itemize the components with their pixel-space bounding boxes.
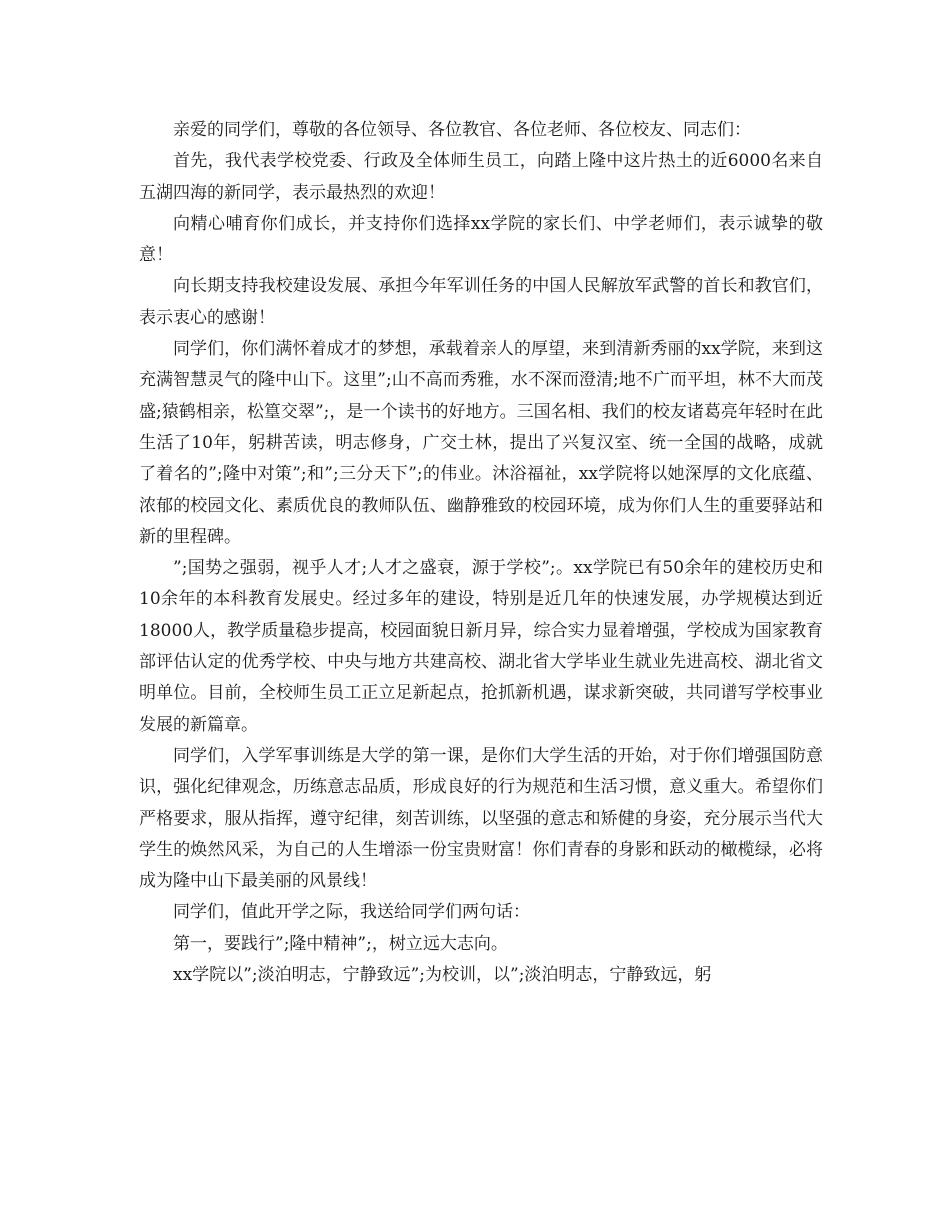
document-body [139,115,823,991]
paragraph-military-training: 同学们，入学军事训练是大学的第一课，是你们大学生活的开始，对于你们增强国防意识，强化纪律观念，历练意志品质，形成良好的行为规范和生活习惯，意义重大。希望你们严格要求，服从指挥，遵守纪律，刻苦训练，以坚强的意志和矫健的身姿，充分展示当代大学生的焕然风采，为自己的人生增添一份宝贵财富！你们青春的身影和跃动的橄榄绿，必将成为隆中山下最美丽的风景线！ [139,745,823,892]
paragraph-parents-thanks: 向精心哺育你们成长，并支持你们选择xx学院的家长们、中学老师们，表示诚挚的敬意！ [139,213,823,266]
paragraph-two-messages: 同学们，值此开学之际，我送给同学们两句话： [173,902,530,923]
paragraph-campus-intro: 同学们，你们满怀着成才的梦想，承载着亲人的厚望，来到清新秀丽的xx学院，来到这充满智慧灵气的隆中山下。这里”;山不高而秀雅，水不深而澄清;地不广而平坦，林不大而茂盛;猿鹤相亲，松篁交翠”;，是一个读书的好地方。三国名相、我们的校友诸葛亮年轻时在此生活了10年，躬耕苦读，明志修身，广交士林，提出了兴复汉室、统一全国的战略，成就了着名的”;隆中对策”;和”;三分天下”;的伟业。沐浴福祉，xx学院将以她深厚的文化底蕴、浓郁的校园文化、素质优良的教师队伍、幽静雅致的校园环境，成为你们人生的重要驿站和新的里程碑。 [139,339,823,547]
paragraph-school-motto: xx学院以”;淡泊明志，宁静致远”;为校训，以”;淡泊明志，宁静致远，躬 [173,965,712,986]
paragraph-first-message: 第一，要践行”;隆中精神”;，树立远大志向。 [173,933,508,954]
paragraph-welcome: 首先，我代表学校党委、行政及全体师生员工，向踏上隆中这片热土的近6000名来自五湖四海的新同学，表示最热烈的欢迎！ [139,151,823,203]
paragraph-military-thanks: 向长期支持我校建设发展、承担今年军训任务的中国人民解放军武警的首长和教官们，表示衷心的感谢！ [139,276,823,328]
paragraph-greeting: 亲爱的同学们，尊敬的各位领导、各位教官、各位老师、各位校友、同志们： [173,120,751,140]
paragraph-school-history: ”;国势之强弱，视乎人才;人才之盛衰，源于学校”;。xx学院已有50余年的建校历史和10余年的本科教育发展史。经过多年的建设，特别是近几年的快速发展，办学规模达到近18000人，教学质量稳步提高，校园面貌日新月异，综合实力显着增强，学校成为国家教育部评估认定的优秀学校、中央与地方共建高校、湖北省大学毕业生就业先进高校、湖北省文明单位。目前，全校师生员工正立足新起点，抢抓新机遇，谋求新突破，共同谱写学校事业发展的新篇章。 [139,558,823,735]
